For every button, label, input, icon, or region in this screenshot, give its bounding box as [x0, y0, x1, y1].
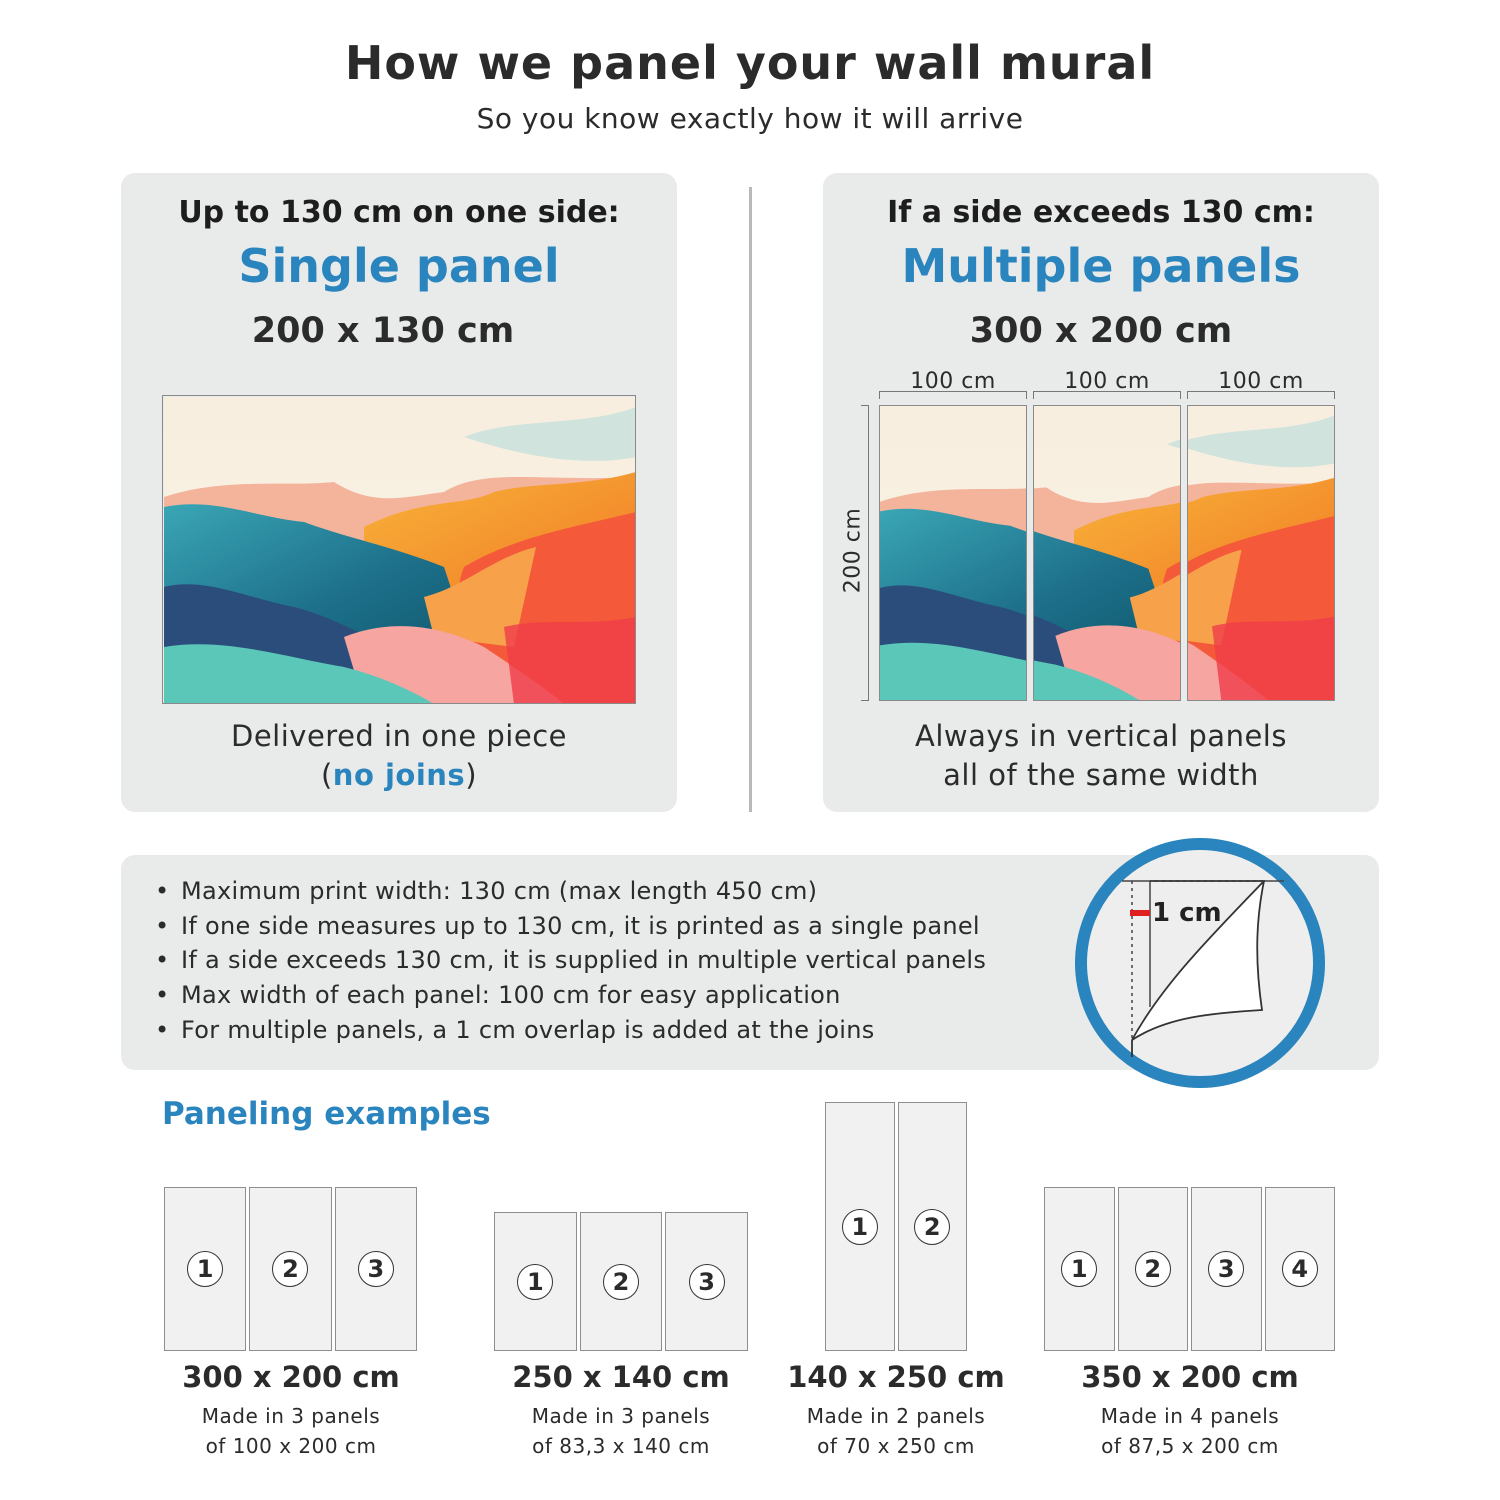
example-line2: of 100 x 200 cm — [205, 1434, 377, 1458]
panel-number: 2 — [272, 1251, 308, 1287]
example-line2: of 87,5 x 200 cm — [1101, 1434, 1279, 1458]
example-size: 140 x 250 cm — [787, 1360, 1005, 1394]
overlap-marker — [1130, 910, 1150, 916]
panel-width-label: 100 cm — [1064, 369, 1150, 394]
example-line2: of 83,3 x 140 cm — [532, 1434, 710, 1458]
multiple-size: 300 x 200 cm — [969, 311, 1233, 351]
example-panel — [494, 1212, 577, 1351]
example-panel — [335, 1187, 417, 1351]
single-caption-line1: Delivered in one piece — [231, 719, 567, 753]
bullet-item: • If a side exceeds 130 cm, it is supplied in multiple vertical panels — [155, 946, 986, 981]
paren-close: ) — [465, 758, 478, 792]
panel-width-label: 100 cm — [910, 369, 996, 394]
mural-panel-2 — [1033, 405, 1181, 701]
multiple-caption — [823, 717, 1379, 795]
example-panel — [580, 1212, 663, 1351]
panel-number: 1 — [517, 1264, 553, 1300]
example-panel — [164, 1187, 246, 1351]
width-bracket — [1033, 391, 1181, 399]
example-panel — [1118, 1187, 1189, 1351]
divider — [749, 187, 752, 812]
bullet-item: • If one side measures up to 130 cm, it is printed as a single panel — [155, 912, 986, 947]
single-heading: Up to 130 cm on one side: — [178, 195, 620, 230]
width-bracket — [879, 391, 1027, 399]
page-title: How we panel your wall mural — [344, 36, 1156, 90]
multiple-label: Multiple panels — [901, 239, 1301, 293]
single-caption — [121, 717, 677, 795]
multiple-caption-line1: Always in vertical panels — [915, 719, 1287, 753]
single-label: Single panel — [238, 239, 560, 293]
panel-height-label: 200 cm — [840, 507, 866, 594]
example-panel — [249, 1187, 331, 1351]
panel-number: 3 — [689, 1264, 725, 1300]
panel-number: 1 — [842, 1209, 878, 1245]
example-line1: Made in 3 panels — [531, 1404, 711, 1428]
panel-number: 2 — [1135, 1251, 1171, 1287]
panel-number: 3 — [1208, 1251, 1244, 1287]
single-size: 200 x 130 cm — [251, 311, 515, 351]
panel-number: 3 — [358, 1251, 394, 1287]
panel-number: 1 — [187, 1251, 223, 1287]
example-panel — [1265, 1187, 1336, 1351]
panel-number: 2 — [914, 1209, 950, 1245]
example-panel — [1191, 1187, 1262, 1351]
mural-image — [162, 395, 636, 704]
example-panel — [825, 1102, 895, 1351]
overlap-illustration — [1072, 835, 1332, 1095]
panel-number: 4 — [1282, 1251, 1318, 1287]
example-line1: Made in 3 panels — [201, 1404, 381, 1428]
single-panel-card — [121, 173, 677, 812]
example-size: 350 x 200 cm — [1081, 1360, 1299, 1394]
info-bullets — [155, 877, 986, 1050]
panel-number: 1 — [1061, 1251, 1097, 1287]
multiple-panels-card — [823, 173, 1379, 812]
bullet-item: • Maximum print width: 130 cm (max length 450 cm) — [155, 877, 986, 912]
panel-width-label: 100 cm — [1218, 369, 1304, 394]
example-size: 250 x 140 cm — [512, 1360, 730, 1394]
bullet-item: • Max width of each panel: 100 cm for easy application — [155, 981, 986, 1016]
overlap-label: 1 cm — [1152, 898, 1222, 928]
panel-number: 2 — [603, 1264, 639, 1300]
no-joins-highlight: no joins — [332, 758, 466, 792]
example-line2: of 70 x 250 cm — [817, 1434, 975, 1458]
multiple-heading: If a side exceeds 130 cm: — [887, 195, 1315, 230]
mural-panel-1 — [879, 405, 1027, 701]
example-line1: Made in 2 panels — [806, 1404, 986, 1428]
example-size: 300 x 200 cm — [182, 1360, 400, 1394]
example-line1: Made in 4 panels — [1100, 1404, 1280, 1428]
example-panel — [1044, 1187, 1115, 1351]
multiple-caption-line2: all of the same width — [943, 758, 1259, 792]
page-subtitle: So you know exactly how it will arrive — [476, 102, 1024, 135]
mural-panel-3 — [1187, 405, 1335, 701]
paren-open: ( — [320, 758, 333, 792]
examples-title: Paneling examples — [162, 1096, 491, 1132]
width-bracket — [1187, 391, 1335, 399]
bullet-item: • For multiple panels, a 1 cm overlap is added at the joins — [155, 1016, 986, 1051]
example-panel — [898, 1102, 968, 1351]
example-panel — [665, 1212, 748, 1351]
